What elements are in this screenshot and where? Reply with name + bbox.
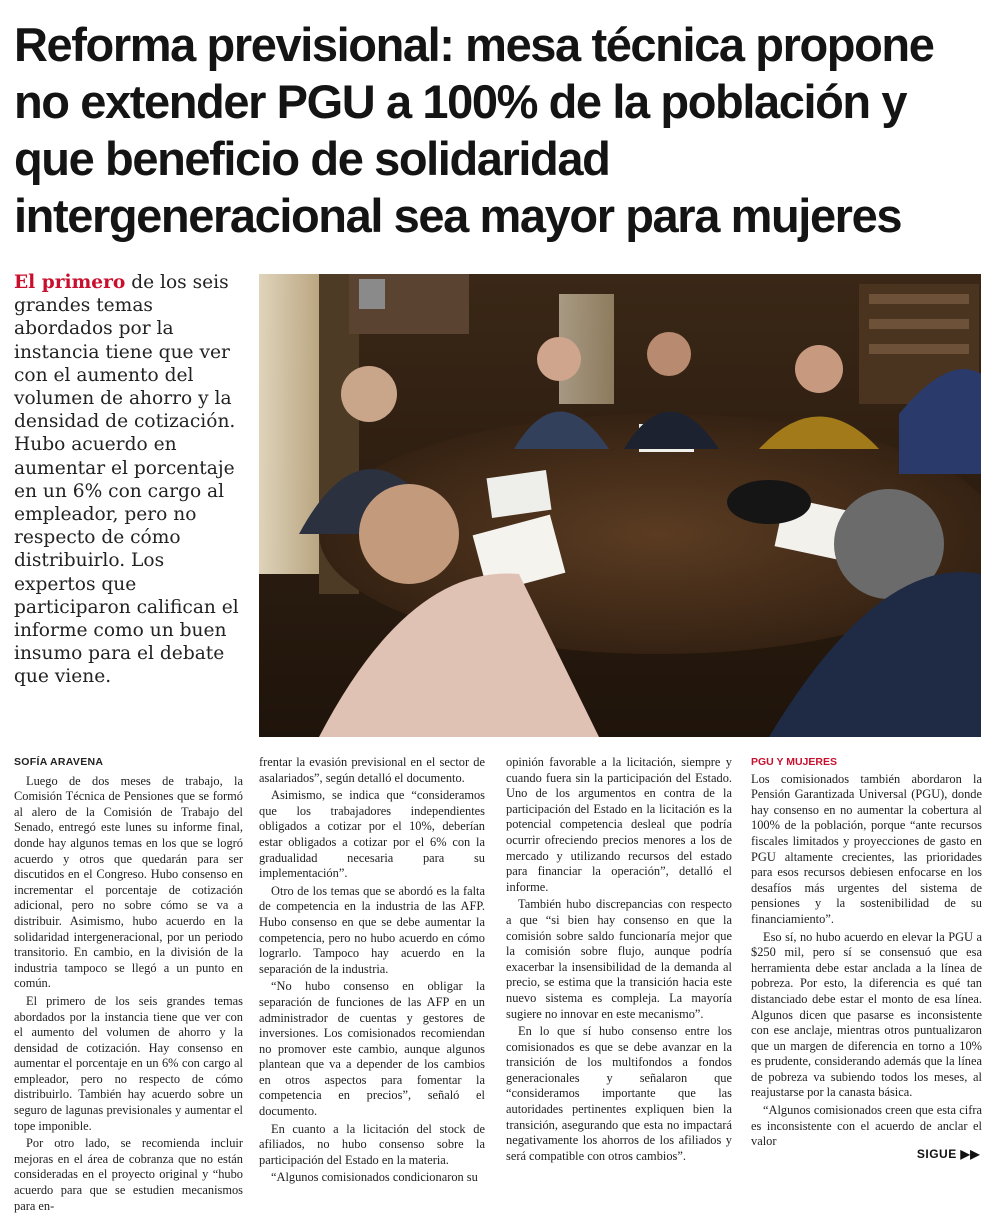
paragraph: También hubo discrepancias con respecto a que “si bien hay consenso en que la comisión sobre saldo funcionaría mejor que la comisión sobre flujo, aunque podría exacerbar la insensibilidad de la demanda al precio, se estima que la transición hacia este nuevo sistema es compleja. La mayoría sugiere no innovar en este mecanismo”. [506, 897, 732, 1021]
continue-marker: SIGUE ▶▶ [916, 1147, 980, 1161]
article-column-3 [506, 755, 732, 1166]
meeting-photo [259, 274, 981, 737]
article-column-4 [751, 755, 982, 1152]
paragraph: Por otro lado, se recomienda incluir mejoras en el área de cobranza que no están consideradas en el proyecto original y “hubo acuerdo para que se estudien mecanismos para en- [14, 1136, 243, 1213]
lead-paragraph [14, 271, 246, 689]
section-subhead: PGU Y MUJERES [751, 756, 837, 768]
paragraph: En lo que sí hubo consenso entre los comisionados es que se debe avanzar en la transición de los multifondos a fondos generacionales y señalaron que “consideramos importante que las autoridades pertinentes expliquen bien la transición, asegurando que esta no impactará negativamente los ahorros de los afiliados y será compatible con otros cambios”. [506, 1024, 732, 1163]
headline: Reforma previsional: mesa técnica propone no extender PGU a 100% de la población y que beneficio de solidaridad intergeneracional sea mayor para mujeres [14, 18, 934, 242]
paragraph: frentar la evasión previsional en el sector de asalariados”, según detalló el documento. [259, 755, 485, 785]
paragraph: Asimismo, se indica que “consideramos que los trabajadores independientes obligados a cotizar por el 10%, deberían estar obligados a cotizar por el 6% con la gradualidad necesaria para su implementación”. [259, 788, 485, 881]
paragraph: En cuanto a la licitación del stock de afiliados, no hubo consenso sobre la participación del Estado en la materia. [259, 1121, 485, 1167]
lead-kicker: El primero [14, 272, 126, 293]
article-column-1 [14, 755, 243, 1216]
paragraph: Otro de los temas que se abordó es la falta de competencia en la industria de las AFP. Hubo consenso en que se debe aumentar la competencia, pero no hubo acuerdo en cómo lograrlo. Tampoco hay acuerdo en la separación de la industria. [259, 883, 485, 976]
article-column-2 [259, 755, 485, 1188]
byline: SOFÍA ARAVENA [14, 756, 104, 768]
paragraph: opinión favorable a la licitación, siempre y cuando fuera sin la participación del Estado. Uno de los argumentos en contra de la participación del Estado en la licitación es la potencial competencia desleal que podría ocurrir ofreciendo precios menores a los de mercado y utilizando recursos del estado para financiar la operación”, detalló el informe. [506, 755, 732, 894]
paragraph: Luego de dos meses de trabajo, la Comisión Técnica de Pensiones que se formó al alero de la Comisión de Trabajo del Senado, entregó este lunes su informe final, donde hay algunos temas en los que se logró acuerdo y otros que quedarán para ser discutidos en el Congreso. Hubo consenso en incrementar el porcentaje de cotización adicional, pero no sobre cómo se va a distribuir. Asimismo, hubo acuerdo en la solidaridad intergeneracional, por un periodo transitorio. En cambio, en la división de la industria tampoco se llegó a un punto en común. [14, 773, 243, 991]
paragraph: “Algunos comisionados creen que esta cifra es inconsistente con el acuerdo de anclar el valor [751, 1103, 982, 1149]
paragraph: “No hubo consenso en obligar la separación de funciones de las AFP en un administrador de cuentas y gestores de inversiones. Los comisionados recomiendan no promover este cambio, aunque algunos plantean que va a depender de los cambios en otros aspectos para fomentar la competencia en precios”, señaló el documento. [259, 979, 485, 1119]
paragraph: El primero de los seis grandes temas abordados por la instancia tiene que ver con el aumento del volumen de ahorro y la densidad de cotización. Hay consenso en aumentar el porcentaje en un 6% con cargo al empleador, pero no respecto de cómo distribuirlo. También hay acuerdo sobre un seguro de lagunas previsionales y aumentar el tope imponible. [14, 993, 243, 1133]
lead-text: de los seis grandes temas abordados por la instancia tiene que ver con el aumento del volumen de ahorro y la densidad de cotización. Hubo acuerdo en aumentar el porcentaje en un 6% con cargo al empleador, pero no respecto de cómo distribuirlo. Los expertos que participaron califican el informe como un buen insumo para el debate que viene. [14, 272, 239, 688]
paragraph: Eso sí, no hubo acuerdo en elevar la PGU a $250 mil, pero sí se consensuó que esa herramienta debe estar anclada a la línea de pobreza. Por esto, la diferencia es qué tan distanciado debe estar el monto de esa línea. Algunos dicen que pasarse es inconsistente con ese anclaje, mientras otros puntualizaron que un margen de diferencia en torno a 10% es prudente, considerando además que la línea de pobreza va subiendo todos los meses, al reajustarse por la canasta básica. [751, 929, 982, 1100]
paragraph: “Algunos comisionados condicionaron su [271, 1170, 478, 1185]
paragraph: Los comisionados también abordaron la Pensión Garantizada Universal (PGU), donde hay consenso en no aumentar la cobertura al 100% de la población, porque “ante recursos fiscales limitados y proyecciones de gasto en PGU altamente crecientes, las prioridades para esos recursos debiesen enfocarse en los desafíos más urgentes del sistema de pensiones y la sostenibilidad de su financiamiento”. [751, 771, 982, 926]
